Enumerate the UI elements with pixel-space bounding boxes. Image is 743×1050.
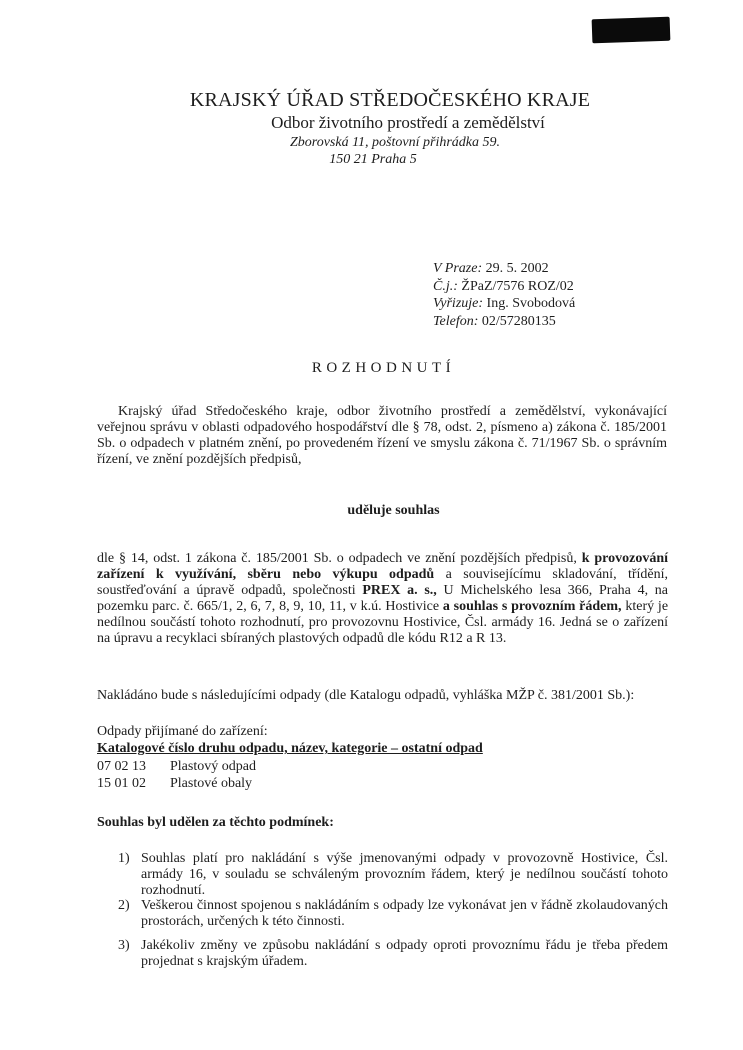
catalog-header: Katalogové číslo druhu odpadu, název, kategorie – ostatní odpad bbox=[97, 741, 483, 756]
company-name: PREX a. s., bbox=[362, 583, 437, 598]
conditions-header: Souhlas byl udělen za těchto podmínek: bbox=[97, 815, 334, 830]
intro-paragraph: Krajský úřad Středočeského kraje, odbor životního prostředí a zemědělství, vykonávající veřejnou správu v oblasti odpadového hospodářství dle § 78, odst. 2, písmeno a) zákona č. 185/2001 Sb. o odpadech v platném znění, po provedeném řízení ve smyslu zákona č. 71/1967 Sb. o správním řízení, ve znění pozdějších předpisů, bbox=[97, 404, 667, 467]
activity-bold: k provozování zařízení k využívání, sběru nebo výkupu odpadů bbox=[97, 551, 668, 582]
waste-name: Plastové obaly bbox=[170, 776, 253, 791]
reference-block bbox=[433, 260, 575, 330]
redaction-mark bbox=[592, 17, 671, 44]
condition-item bbox=[118, 898, 668, 930]
operating-rules-bold: a souhlas s provozním řádem, bbox=[442, 599, 622, 614]
accepted-waste-label: Odpady přijímané do zařízení: bbox=[97, 724, 268, 739]
condition-text: Veškerou činnost spojenou s nakládáním s odpady lze vykonávat jen v řádně zkolaudovaných prostorách, určených k této činnosti. bbox=[141, 898, 668, 929]
reference-line: Č.j.: ŽPaZ/7576 ROZ/02 bbox=[433, 278, 574, 294]
waste-row bbox=[97, 776, 252, 792]
condition-item bbox=[118, 938, 668, 970]
letterhead bbox=[150, 88, 630, 168]
city-line: 150 21 Praha 5 bbox=[329, 152, 417, 167]
reference-value: ŽPaZ/7576 ROZ/02 bbox=[461, 278, 574, 294]
condition-item bbox=[118, 851, 668, 899]
handler-value: Ing. Svobodová bbox=[486, 296, 576, 311]
condition-text: Jakékoliv změny ve způsobu nakládání s odpady oproti provoznímu řádu je třeba předem projednat s krajským úřadem. bbox=[141, 938, 668, 969]
department-name: Odbor životního prostředí a zemědělství bbox=[271, 113, 545, 132]
date-line: V Praze: 29. 5. 2002 bbox=[433, 261, 549, 276]
authority-title: KRAJSKÝ ÚŘAD STŘEDOČESKÉHO KRAJE bbox=[189, 89, 591, 111]
handler-line: Vyřizuje: Ing. Svobodová bbox=[433, 296, 576, 311]
condition-number: 2) bbox=[118, 898, 130, 913]
waste-intro: Nakládáno bude s následujícími odpady (dle Katalogu odpadů, vyhláška MŽP č. 381/2001 Sb.): bbox=[97, 688, 635, 703]
waste-row bbox=[97, 759, 256, 775]
address-line: Zborovská 11, poštovní přihrádka 59. bbox=[290, 135, 500, 150]
waste-code: 15 01 02 bbox=[97, 776, 146, 791]
condition-text: Souhlas platí pro nakládání s výše jmenovanými odpady v provozovně Hostivice, Čsl. armády 16, v souladu se schváleným provozním řádem, který je nedílnou součástí tohoto rozhodnutí. bbox=[141, 851, 668, 898]
waste-name: Plastový odpad bbox=[170, 759, 256, 774]
phone-value: 02/57280135 bbox=[481, 313, 556, 329]
condition-number: 3) bbox=[118, 938, 130, 953]
grant-statement: uděluje souhlas bbox=[347, 503, 440, 518]
phone-line: Telefon: 02/57280135 bbox=[433, 313, 556, 329]
consent-paragraph: dle § 14, odst. 1 zákona č. 185/2001 Sb. o odpadech ve znění pozdějších předpisů, k provozování zařízení k využívání, sběru nebo výkupu odpadů a souvisejícímu skladování, třídění, soustřeďování a úpravě odpadů, společnosti PREX a. s., U Michelského lesa 366, Praha 4, na pozemku parc. č. 665/1, 2, 6, 7, 8, 9, 10, 11, v k.ú. Hostivice a souhlas s provozním řádem, který je nedílnou součástí tohoto rozhodnutí, pro provozovnu Hostivice, Čsl. armády 16. Jedná se o zařízení na úpravu a recyklaci sbíraných plastových odpadů dle kódu R12 a R 13. bbox=[97, 551, 669, 646]
decision-title: ROZHODNUTÍ bbox=[311, 360, 456, 376]
condition-number: 1) bbox=[118, 851, 130, 866]
waste-code: 07 02 13 bbox=[97, 759, 146, 774]
date-value: 29. 5. 2002 bbox=[485, 261, 549, 276]
